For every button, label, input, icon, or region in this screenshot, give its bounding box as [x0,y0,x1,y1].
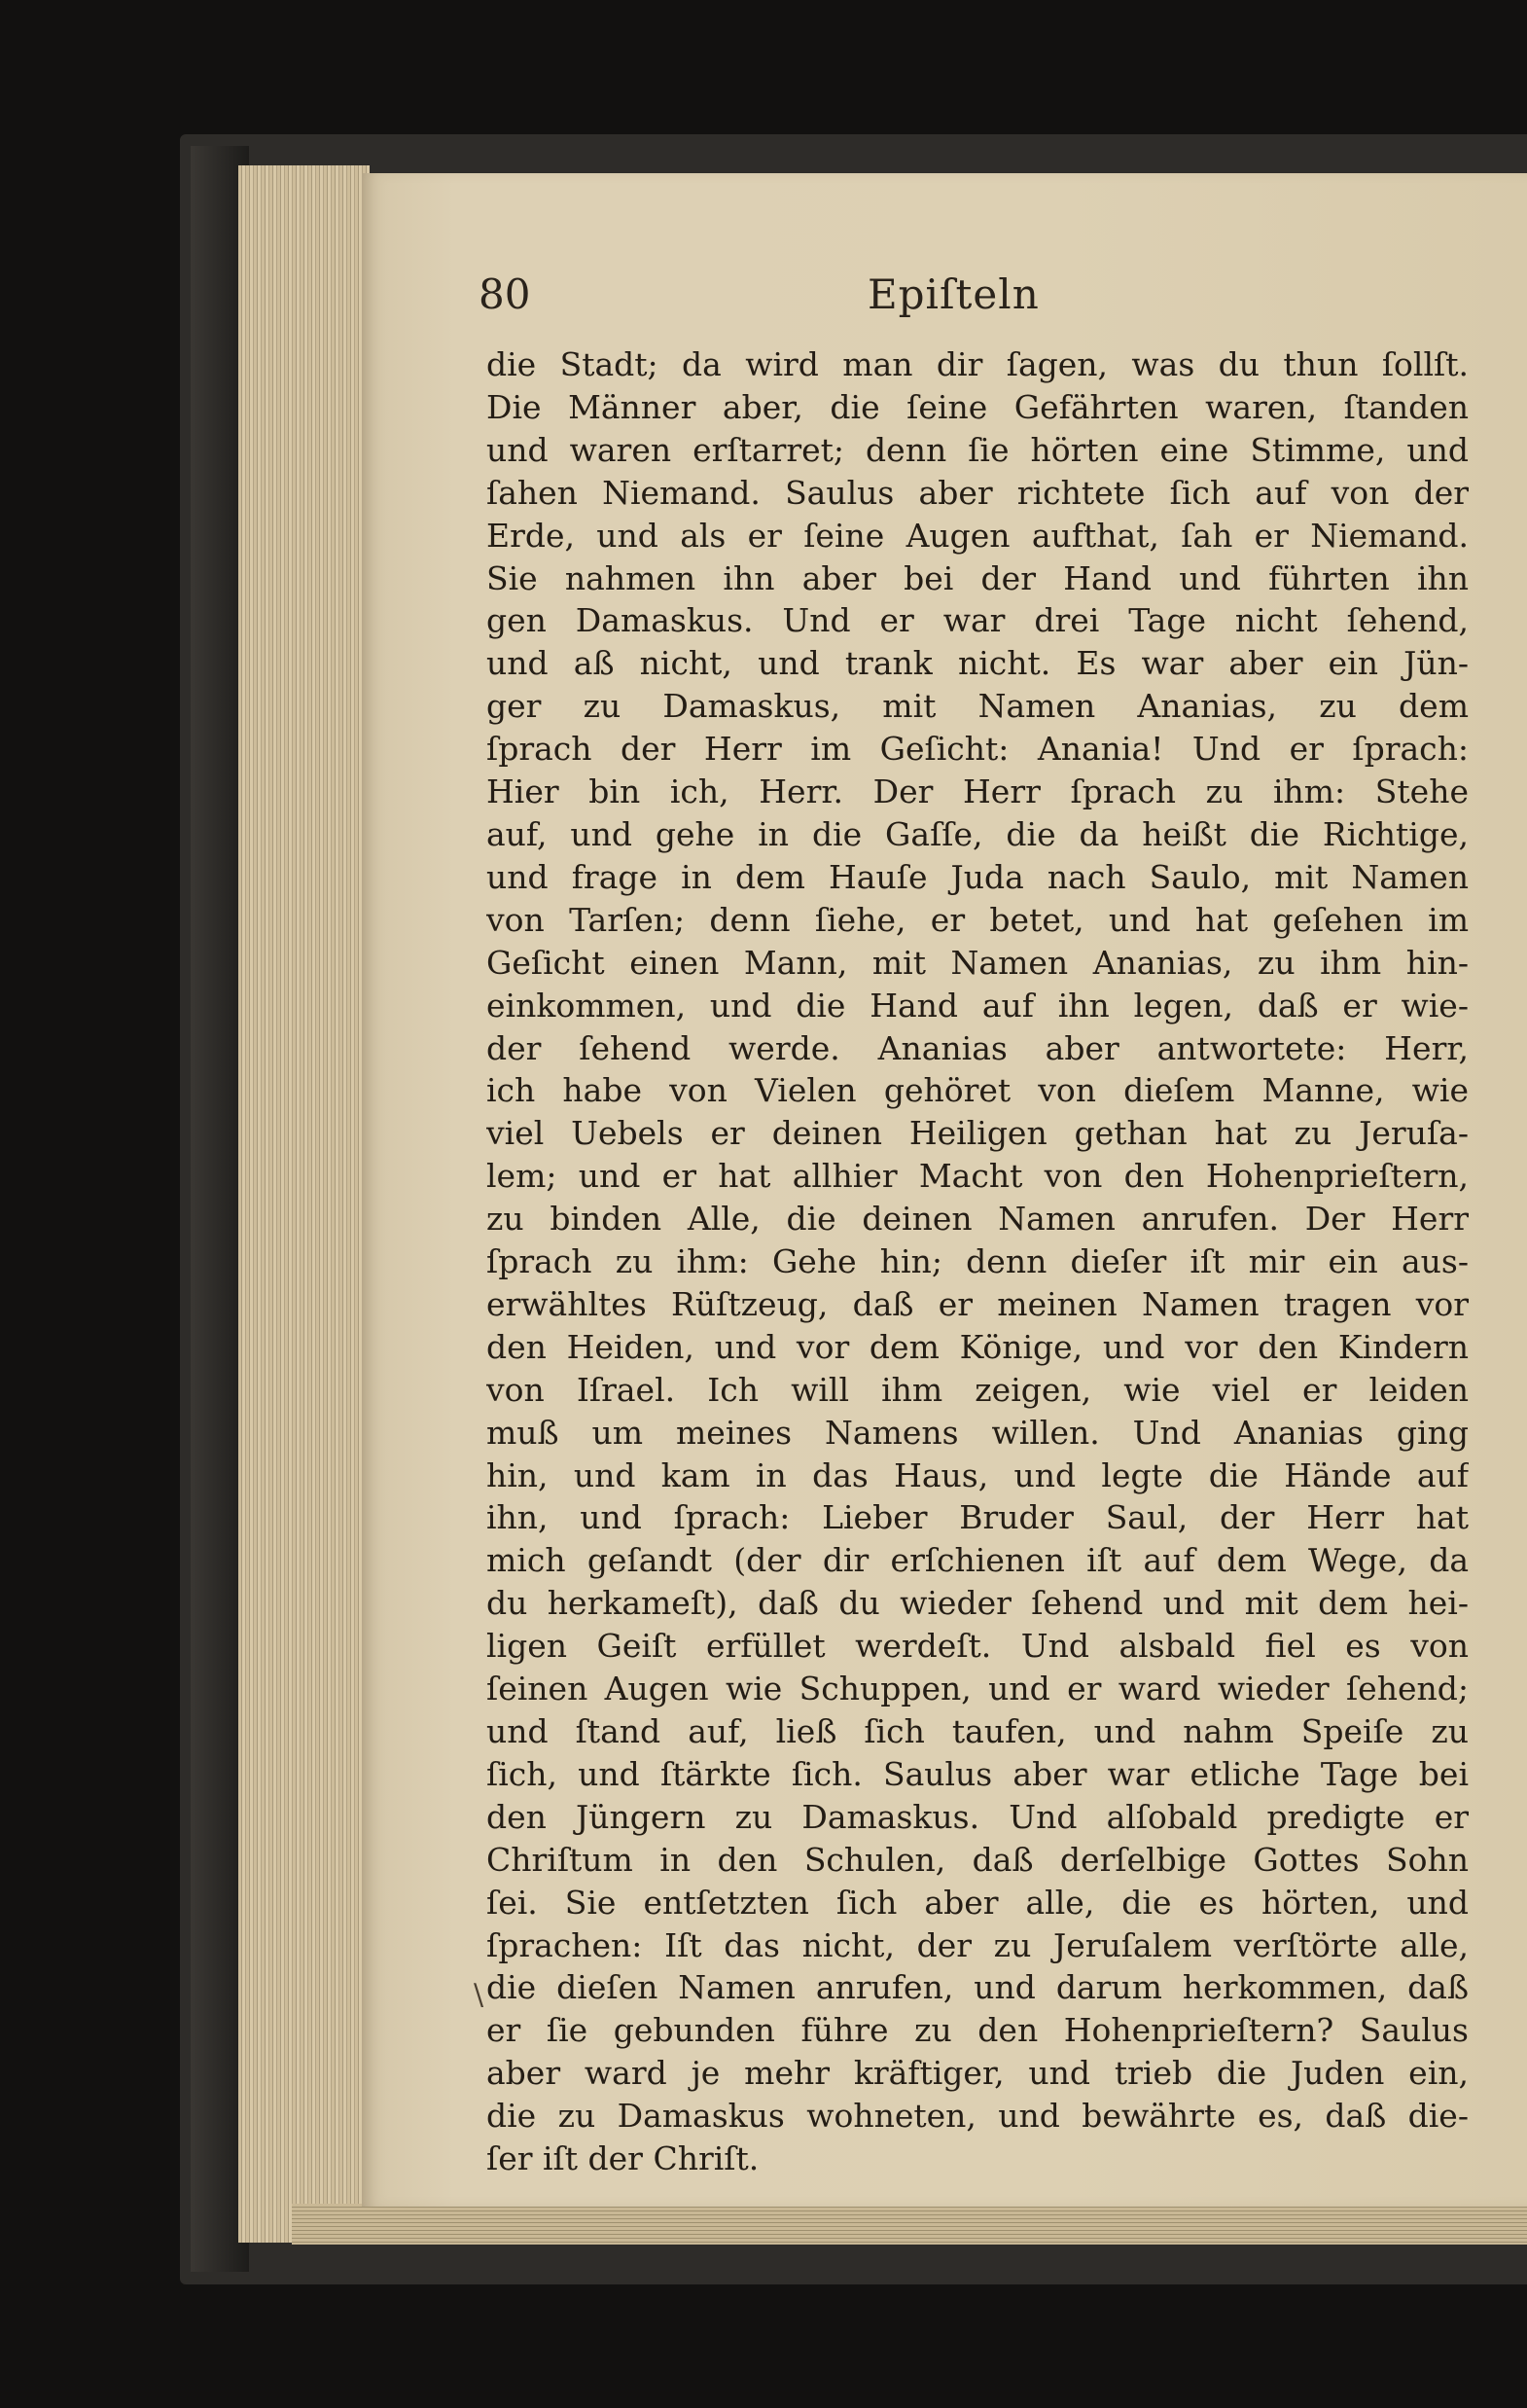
text-line: ſei. Sie entſetzten ſich aber alle, die es hörten, und [486,1883,1469,1922]
text-line: viel Uebels er deinen Heiligen gethan hat zu Jeruſa- [486,1114,1469,1153]
book-page [362,173,1527,2207]
text-line: gen Damaskus. Und er war drei Tage nicht ſehend, [486,601,1469,640]
text-line: und waren erſtarret; denn ſie hörten eine Stimme, und [486,430,1469,469]
text-line: ſeinen Augen wie Schuppen, und er ward wieder ſehend; [486,1670,1469,1708]
text-line: die Stadt; da wird man dir ſagen, was du thun ſollſt. [486,345,1469,383]
text-line: und frage in dem Hauſe Juda nach Saulo, mit Namen [486,857,1469,896]
text-line: ſer iſt der Chriſt. [486,2139,760,2178]
text-line: auf, und gehe in die Gaſſe, die da heißt die Richtige, [486,814,1469,853]
running-head: Epiſteln [868,270,1040,318]
text-line: zu binden Alle, die deinen Namen anrufen. Der Herr [486,1200,1469,1239]
ink-speck: \ [474,1978,484,2012]
page-number: 80 [479,270,531,318]
page-header [362,270,1140,329]
text-line: ſich, und ſtärkte ſich. Saulus aber war etliche Tage bei [486,1754,1469,1793]
text-line: aber ward je mehr kräftiger, und trieb die Juden ein, [486,2054,1469,2093]
text-line: der ſehend werde. Ananias aber antwortete: Herr, [486,1028,1469,1067]
text-line: ſprach der Herr im Geſicht: Anania! Und er ſprach: [486,730,1469,769]
text-line: ger zu Damaskus, mit Namen Ananias, zu dem [486,687,1469,726]
text-line: die dieſen Namen anrufen, und darum herkommen, daß [486,1968,1469,2007]
text-line: erwähltes Rüſtzeug, daß er meinen Namen tragen vor [486,1284,1469,1323]
text-line: ihn, und ſprach: Lieber Bruder Saul, der Herr hat [486,1498,1469,1537]
text-line: ſprach zu ihm: Gehe hin; denn dieſer iſt mir ein aus- [486,1242,1469,1281]
text-line: du herkameſt), daß du wieder ſehend und mit dem hei- [486,1584,1469,1623]
text-line: den Jüngern zu Damaskus. Und alſobald predigte er [486,1797,1469,1836]
text-line: ſahen Niemand. Saulus aber richtete ſich auf von der [486,473,1469,512]
text-line: mich geſandt (der dir erſchienen iſt auf dem Wege, da [486,1541,1469,1580]
text-line: einkommen, und die Hand auf ihn legen, daß er wie- [486,986,1469,1024]
text-line: muß um meines Namens willen. Und Ananias ging [486,1413,1469,1452]
text-line: und ſtand auf, ließ ſich taufen, und nahm Speiſe zu [486,1712,1469,1750]
text-line: die zu Damaskus wohneten, und bewährte es, daß die- [486,2097,1469,2136]
text-line: Sie nahmen ihn aber bei der Hand und führten ihn [486,558,1469,597]
text-line: lem; und er hat allhier Macht von den Hohenprieſtern, [486,1157,1469,1196]
text-line: er ſie gebunden führe zu den Hohenprieſtern? Saulus [486,2011,1469,2050]
text-line: Chriſtum in den Schulen, daß derſelbige Gottes Sohn [486,1840,1469,1879]
text-line: Erde, und als er ſeine Augen aufthat, ſah er Niemand. [486,516,1469,555]
text-line: von Iſrael. Ich will ihm zeigen, wie viel er leiden [486,1370,1469,1409]
text-line: den Heiden, und vor dem Könige, und vor den Kindern [486,1327,1469,1366]
text-line: hin, und kam in das Haus, und legte die Hände auf [486,1456,1469,1494]
text-line: Geſicht einen Mann, mit Namen Ananias, zu ihm hin- [486,943,1469,982]
text-line: ſprachen: Iſt das nicht, der zu Jeruſalem verſtörte alle, [486,1925,1469,1964]
body-text [486,343,1469,2180]
text-line: Hier bin ich, Herr. Der Herr ſprach zu ihm: Stehe [486,773,1469,811]
text-line: und aß nicht, und trank nicht. Es war aber ein Jün- [486,644,1469,683]
page-edges-left [238,165,370,2243]
text-line: Die Männer aber, die ſeine Gefährten waren, ſtanden [486,387,1469,426]
text-line: von Tarſen; denn ſiehe, er betet, und hat geſehen im [486,900,1469,939]
text-line: ich habe von Vielen gehöret von dieſem Manne, wie [486,1071,1469,1110]
text-line: ligen Geiſt erfüllet werdeſt. Und alsbald fiel es von [486,1627,1469,1666]
page-edges-bottom [292,2204,1527,2245]
